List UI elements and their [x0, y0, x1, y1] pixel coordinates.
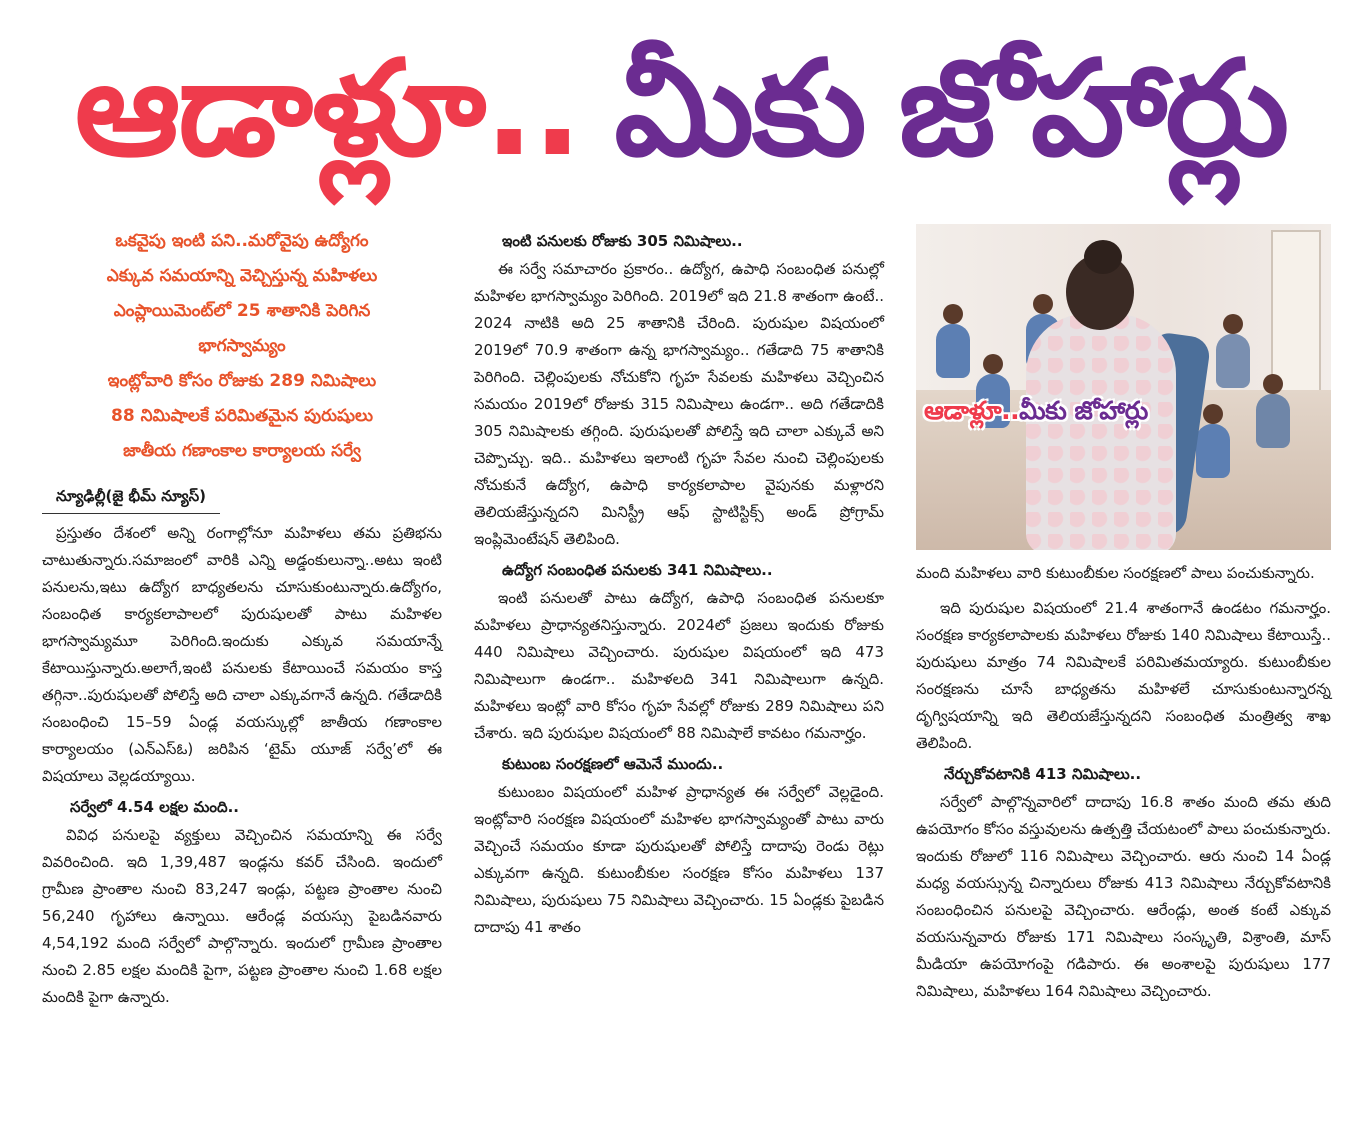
- subheading: ఇంటి పనులకు రోజుకు 305 నిమిషాలు..: [502, 232, 743, 250]
- highlight-item: జాతీయ గణాంకాల కార్యాలయ సర్వే: [123, 441, 361, 461]
- article-paragraph: ఇది పురుషుల విషయంలో 21.4 శాతంగానే ఉండటం గమనార్హం. సంరక్షణ కార్యకలాపాలకు మహిళలు రోజుకు 140 నిమిషాలు కేటాయిస్తే.. పురుషులు మాత్రం 74 నిమిషాలకే పరిమితమయ్యారు. కుటుంబీకుల సంరక్షణను చూసే బాధ్యతను మహిళలే చూసుకుంటున్నారన్న దృగ్విషయాన్ని ఇది తెలియజేస్తున్నదని సంబంధిత మంత్రిత్వ శాఖ తెలిపింది.: [916, 599, 1331, 752]
- subheading: కుటుంబ సంరక్షణలో ఆమెనే ముందు..: [502, 755, 724, 773]
- highlight-item: 88 నిమిషాలకే పరిమితమైన పురుషులు: [111, 406, 373, 426]
- article-paragraph: ఈ సర్వే సమాచారం ప్రకారం.. ఉద్యోగ, ఉపాధి సంబంధిత పనుల్లో మహిళల భాగస్వామ్యం పెరిగింది. 2019లో ఇది 21.8 శాతంగా ఉంటే.. 2024 నాటికి అది 25 శాతానికి చేరింది. పురుషుల విషయంలో 2019లో 70.9 శాతంగా ఉన్న భాగస్వామ్యం.. గతేడాది 75 శాతానికి పెరిగింది. చెల్లింపులకు నోచుకోని గృహ సేవలకు మహిళలు వెచ్చించిన సమయం 2019లో రోజుకు 315 నిమిషాలు ఉండగా.. అది గతేడాదికి 305 నిమిషాలకు తగ్గింది. పురుషులతో పోలిస్తే ఇది చాలా ఎక్కువే అని చెప్పొచ్చు. ఇది.. మహిళలు ఇలాంటి గృహ సేవల నుంచి చెల్లింపులకు నోచుకునే ఉద్యోగ, ఉపాధి కార్యకలాపాల వైపునకు మళ్లారని తెలియజేస్తున్నదని మినిస్ట్రీ ఆఫ్ స్టాటిస్టిక్స్ అండ్ ప్రోగ్రామ్ ఇంప్లిమెంటేషన్ తెలిపింది.: [474, 260, 884, 548]
- highlight-item: భాగస్వామ్యం: [198, 336, 286, 356]
- child-figure: [1216, 334, 1250, 388]
- subheading: సర్వేలో 4.54 లక్షల మంది..: [70, 798, 239, 816]
- woman-figure: [1026, 314, 1176, 550]
- subheading: ఉద్యోగ సంబంధిత పనులకు 341 నిమిషాలు..: [502, 561, 773, 579]
- highlight-item: ఎంప్లాయిమెంట్‌లో 25 శాతానికి పెరిగిన: [113, 301, 371, 321]
- article-paragraph: ప్రస్తుతం దేశంలో అన్ని రంగాల్లోనూ మహిళలు తమ ప్రతిభను చాటుతున్నారు.సమాజంలో వారికి ఎన్ని అడ్డంకులున్నా..అటు ఇంటి పనులను,ఇటు ఉద్యోగ బాధ్యతలను చూసుకుంటున్నారు.ఉద్యోగం, సంబంధిత కార్యకలాపాలలో పురుషులతో పాటు మహిళల భాగస్వామ్యమూ పెరిగింది.ఇందుకు ఎక్కువ సమయాన్నే కేటాయిస్తున్నారు.అలాగే,ఇంటి పనులకు కేటాయించే సమయం కాస్త తగ్గినా..పురుషులతో పోలిస్తే అది చాలా ఎక్కువగానే ఉన్నది. గతేడాదికి సంబంధించి 15–59 ఏండ్ల వయస్కుల్లో జాతీయ గణాంకాల కార్యాలయం (ఎన్ఎస్ఓ) జరిపిన ‘టైమ్ యూజ్ సర్వే’లో ఈ విషయాలు వెల్లడయ్యాయి.: [42, 524, 442, 785]
- child-figure: [1256, 394, 1290, 448]
- dateline: న్యూఢిల్లీ(జై భీమ్ న్యూస్): [42, 487, 220, 514]
- headline-part3: జోహార్లు: [898, 32, 1288, 186]
- article-paragraph: వివిధ పనులపై వ్యక్తులు వెచ్చించిన సమయాన్ని ఈ సర్వే వివరించింది. ఇది 1,39,487 ఇండ్లను కవర్ చేసింది. ఇందులో గ్రామీణ ప్రాంతాల నుంచి 83,247 ఇండ్లు, పట్టణ ప్రాంతాల నుంచి 56,240 గృహాలు ఉన్నాయి. ఆరేండ్ల వయస్సు పైబడినవారు 4,54,192 మంది సర్వేలో పాల్గొన్నారు. ఇందులో గ్రామీణ ప్రాంతాల నుంచి 2.85 లక్షల మందికి పైగా, పట్టణ ప్రాంతాల నుంచి 1.68 లక్షల మందికి పైగా ఉన్నారు.: [42, 826, 442, 1006]
- child-figure: [1196, 424, 1230, 478]
- column-3: [916, 224, 1331, 1005]
- highlight-item: ఇంట్లోవారి కోసం రోజుకు 289 నిమిషాలు: [107, 371, 377, 391]
- photo-caption-red: ఆడాళ్లూ..: [924, 396, 1020, 425]
- article-paragraph: సర్వేలో పాల్గొన్నవారిలో దాదాపు 16.8 శాతం మంది తమ తుది ఉపయోగం కోసం వస్తువులను ఉత్పత్తి చేయటంలో పాలు పంచుకున్నారు. ఇందుకు రోజులో 116 నిమిషాలు వెచ్చించారు. ఆరు నుంచి 14 ఏండ్ల మధ్య వయస్సున్న చిన్నారులు రోజుకు 413 నిమిషాలు నేర్చుకోవటానికి సంబంధించిన పనులపై వెచ్చించారు. ఆరేండ్లు, అంత కంటే ఎక్కువ వయసున్నవారు రోజుకు 171 నిమిషాలు సంస్కృతి, విశ్రాంతి, మాస్ మీడియా ఉపయోగంపై గడిపారు. ఈ అంశాలపై పురుషులు 177 నిమిషాలు, మహిళలు 164 నిమిషాలు వెచ్చించారు.: [916, 793, 1331, 1000]
- highlight-item: ఒకవైపు ఇంటి పని..మరోవైపు ఉద్యోగం: [115, 231, 369, 251]
- photo-caption: [924, 396, 1148, 432]
- subheading: నేర్చుకోవటానికి 413 నిమిషాలు..: [944, 765, 1142, 783]
- column-2: [474, 224, 884, 941]
- article-paragraph: కుటుంబం విషయంలో మహిళ ప్రాధాన్యత ఈ సర్వేలో వెల్లడైంది. ఇంట్లోవారి సంరక్షణ విషయంలో మహిళల భాగస్వామ్యంతో పాటు వారు వెచ్చించే సమయం కూడా పురుషులతో పోలిస్తే దాదాపు రెండు రెట్లు ఎక్కువగా ఉన్నది. కుటుంబీకుల సంరక్షణ కోసం మహిళలు 137 నిమిషాలు, పురుషులు 75 నిమిషాలు వెచ్చించారు. 15 ఏండ్లకు పైబడిన దాదాపు 41 శాతం: [474, 783, 884, 936]
- article-paragraph: మంది మహిళలు వారి కుటుంబీకుల సంరక్షణలో పాలు పంచుకున్నారు.: [916, 564, 1315, 582]
- headline-part2: మీకు: [614, 32, 865, 186]
- highlight-item: ఎక్కువ సమయాన్ని వెచ్చిస్తున్న మహిళలు: [106, 266, 378, 286]
- article-photo: [916, 224, 1331, 550]
- photo-caption-purple: మీకు జోహార్లు: [1019, 396, 1148, 425]
- article-paragraph: ఇంటి పనులతో పాటు ఉద్యోగ, ఉపాధి సంబంధిత పనులకూ మహిళలు ప్రాధాన్యతనిస్తున్నారు. 2024లో ప్రజలు ఇందుకు రోజుకు 440 నిమిషాలు వెచ్చించారు. పురుషుల విషయంలో ఇది 473 నిమిషాలుగా ఉండగా.. మహిళలది 341 నిమిషాలుగా ఉన్నది. మహిళలు ఇంట్లో వారి కోసం గృహ సేవల్లో రోజుకు 289 నిమిషాలు పని చేశారు. ఇది పురుషుల విషయంలో 88 నిమిషాలే కావటం గమనార్హం.: [474, 589, 884, 742]
- woman-hair-bun: [1084, 240, 1122, 274]
- child-figure: [936, 324, 970, 378]
- column-1: [42, 224, 442, 1011]
- highlights: [42, 224, 442, 469]
- headline: [0, 14, 1362, 204]
- headline-part1: ఆడాళ్లూ..: [74, 32, 581, 186]
